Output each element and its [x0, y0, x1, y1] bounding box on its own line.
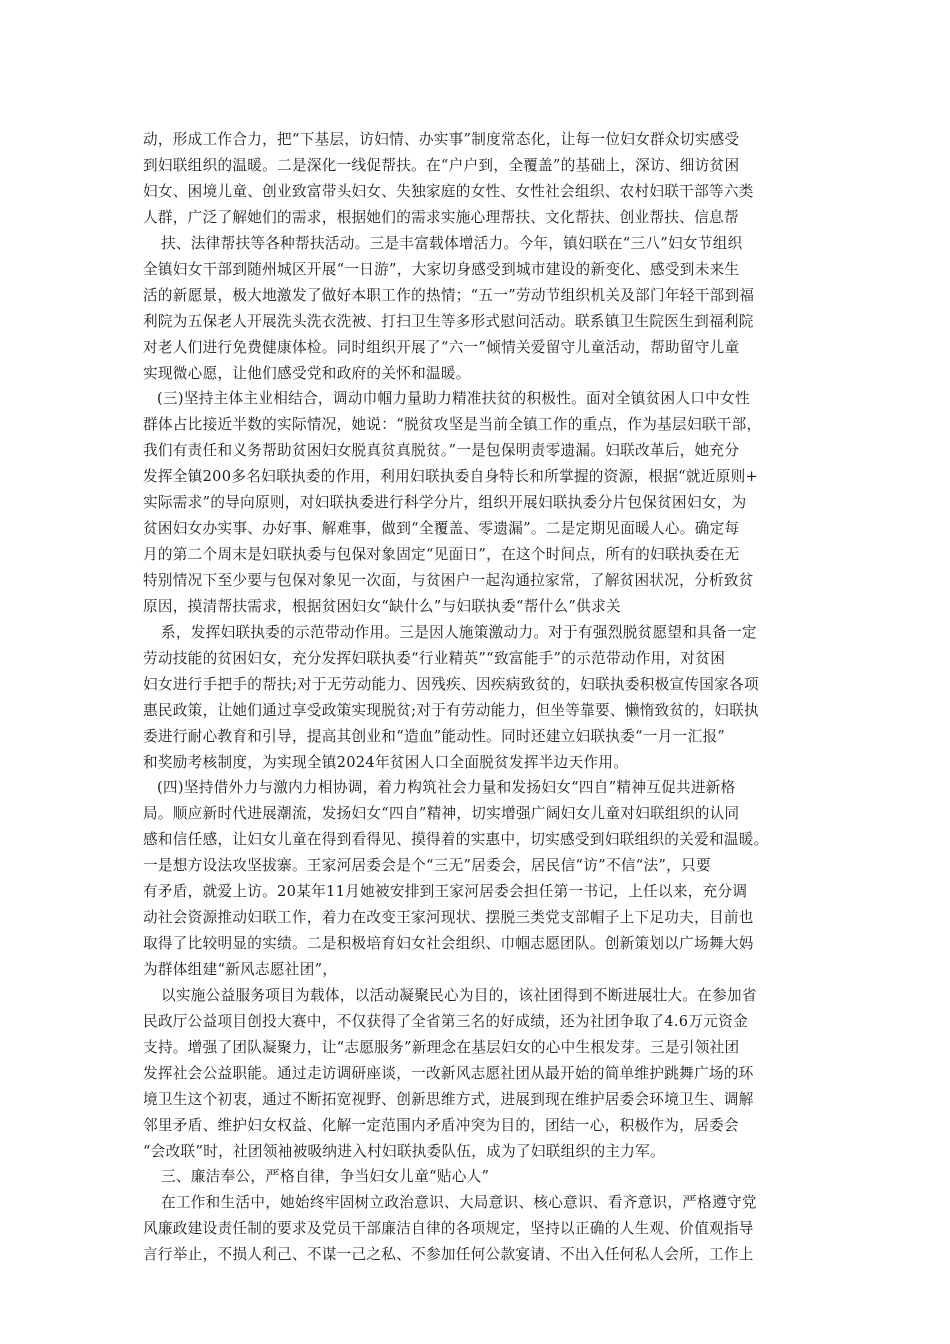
text-line: 我们有责任和义务帮助贫困妇女脱真贫真脱贫。”一是包保明责零遗漏。妇联改革后，她充分 [143, 442, 740, 459]
text-line: 月的第二个周末是妇联执委与包保对象固定“见面日”，在这个时间点，所有的妇联执委在无 [143, 546, 740, 563]
text-line: 贫困妇女办实事、办好事、解难事，做到“全覆盖、零遗漏”。二是定期见面暖人心。确定每 [143, 520, 740, 537]
text-line: 动，形成工作合力，把“下基层，访妇情、办实事”制度常态化，让每一位妇女群众切实感受 [143, 131, 740, 148]
text-line: 民政厅公益项目创投大赛中，不仅获得了全省第三名的好成绩，还为社团争取了4.6万元资金 [143, 1013, 748, 1030]
text-line: 扶、法律帮扶等各种帮扶活动。三是丰富载体增活力。今年，镇妇联在“三八”妇女节组织 [161, 235, 743, 252]
text-line: 风廉政建设责任制的要求及党员干部廉洁自律的各项规定，坚持以正确的人生观、价值观指导 [143, 1220, 754, 1237]
text-line: 对老人们进行免费健康体检。同时组织开展了“六一”倾情关爱留守儿童活动，帮助留守儿童 [143, 339, 740, 356]
text-line: 发挥全镇200多名妇联执委的作用，利用妇联执委自身特长和所掌握的资源，根据“就近原则+ [143, 468, 759, 485]
text-line: 实现微心愿，让他们感受党和政府的关怀和温暖。 [143, 365, 471, 382]
text-line: 实际需求”的导向原则，对妇联执委进行科学分片，组织开展妇联执委分片包保贫困妇女，为 [143, 494, 747, 511]
text-line: 一是想方设法攻坚拔寨。王家河居委会是个“三无”居委会，居民信“访”不信“法”，只要 [143, 857, 711, 874]
text-line: 境卫生这个初衷，通过不断拓宽视野、创新思维方式，进展到现在维护居委会环境卫生、调解 [143, 1091, 754, 1108]
text-line: 全镇妇女干部到随州城区开展“一日游”，大家切身感受到城市建设的新变化、感受到未来生 [143, 261, 740, 278]
text-line: 原因，摸清帮扶需求，根据贫困妇女“缺什么”与妇联执委“帮什么”供求关 [143, 598, 621, 615]
text-line: 到妇联组织的温暖。二是深化一线促帮扶。在“户户到，全覆盖”的基础上，深访、细访贫困 [143, 157, 740, 174]
text-line: 惠民政策，让她们通过享受政策实现脱贫;对于有劳动能力，但坐等靠要、懒惰致贫的，妇联执 [143, 702, 759, 719]
text-line: 特别情况下至少要与包保对象见一次面，与贫困户一起沟通拉家常，了解贫困状况，分析致贫 [143, 572, 754, 589]
text-line: 邻里矛盾、维护妇女权益、化解一定范围内矛盾冲突为目的，团结一心，积极作为，居委会 [143, 1117, 739, 1134]
text-line: 支持。增强了团队凝聚力，让“志愿服务”新理念在基层妇女的心中生根发芽。三是引领社团 [143, 1039, 740, 1056]
text-line: 系，发挥妇联执委的示范带动作用。三是因人施策激动力。对于有强烈脱贫愿望和具备一定 [161, 624, 757, 641]
text-line: 利院为五保老人开展洗头洗衣洗被、打扫卫生等多形式慰问活动。联系镇卫生院医生到福利院 [143, 313, 754, 330]
text-line: (四)坚持借外力与激内力相协调，着力构筑社会力量和发扬妇女“四自”精神互促共进新格 [157, 779, 736, 796]
text-line: 在工作和生活中，她始终牢固树立政治意识、大局意识、核心意识、看齐意识，严格遵守党 [161, 1194, 757, 1211]
text-line: 发挥社会公益职能。通过走访调研座谈，一改新风志愿社团从最开始的简单维护跳舞广场的环 [143, 1065, 754, 1082]
text-line: 人群，广泛了解她们的需求，根据她们的需求实施心理帮扶、文化帮扶、创业帮扶、信息帮 [143, 209, 739, 226]
text-line: 群体占比接近半数的实际情况，她说：“脱贫攻坚是当前全镇工作的重点，作为基层妇联干部， [143, 416, 762, 433]
text-line: 有矛盾，就爱上访。20某年11月她被安排到王家河居委会担任第一书记，上任以来，充分调 [143, 883, 748, 900]
text-line: 感和信任感，让妇女儿童在得到看得见、摸得着的实惠中，切实感受到妇联组织的关爱和温暖。 [143, 831, 769, 848]
text-line: 妇女进行手把手的帮扶;对于无劳动能力、因残疾、因疾病致贫的，妇联执委积极宣传国家各项 [143, 676, 759, 693]
section-heading: 三、廉洁奉公，严格自律，争当妇女儿童“贴心人” [161, 1168, 490, 1185]
text-line: 和奖励考核制度，为实现全镇2024年贫困人口全面脱贫发挥半边天作用。 [143, 754, 629, 771]
text-line: 委进行耐心教育和引导，提高其创业和“造血”能动性。同时还建立妇联执委“一月一汇报” [143, 728, 726, 745]
text-line: (三)坚持主体主业相结合，调动巾帼力量助力精准扶贫的积极性。面对全镇贫困人口中女性 [157, 390, 750, 407]
text-line: “会改联”时，社团领袖被吸纳进入村妇联执委队伍，成为了妇联组织的主力军。 [143, 1143, 665, 1160]
text-line: 动社会资源推动妇联工作，着力在改变王家河现状、摆脱三类党支部帽子上下足功夫，目前也 [143, 909, 754, 926]
text-line: 妇女、困境儿童、创业致富带头妇女、失独家庭的女性、女性社会组织、农村妇联干部等六类 [143, 183, 754, 200]
text-line: 言行举止，不损人利己、不谋一己之私、不参加任何公款宴请、不出入任何私人会所，工作上 [143, 1246, 754, 1263]
text-line: 取得了比较明显的实绩。二是积极培育妇女社会组织、巾帼志愿团队。创新策划以广场舞大妈 [143, 935, 754, 952]
text-line: 以实施公益服务项目为载体，以活动凝聚民心为目的，该社团得到不断进展壮大。在参加省 [161, 987, 757, 1004]
text-line: 劳动技能的贫困妇女，充分发挥妇联执委“行业精英”“致富能手”的示范带动作用，对贫困 [143, 650, 726, 667]
text-line: 为群体组建“新风志愿社团”， [143, 961, 338, 978]
text-line: 活的新愿景，极大地激发了做好本职工作的热情；“五一”劳动节组织机关及部门年轻干部到福 [143, 287, 755, 304]
text-line: 局。顺应新时代进展潮流，发扬妇女“四自”精神，切实增强广阔妇女儿童对妇联组织的认同 [143, 805, 740, 822]
